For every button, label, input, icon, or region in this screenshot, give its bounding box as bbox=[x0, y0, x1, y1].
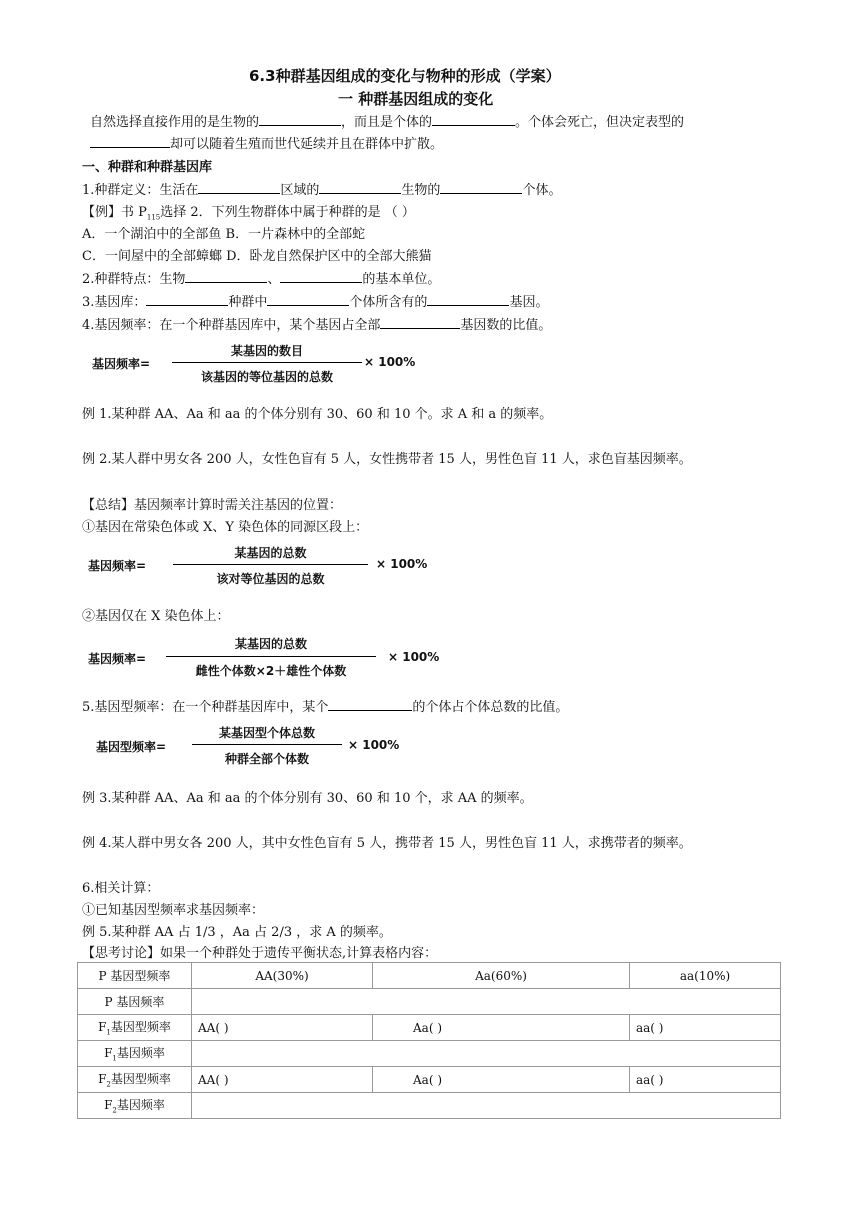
question-2 bbox=[82, 268, 440, 287]
table-cell[interactable] bbox=[192, 1041, 781, 1067]
table-row bbox=[78, 1015, 781, 1041]
ex-page-sub: 115 bbox=[146, 213, 161, 222]
header-text: F bbox=[104, 1098, 113, 1113]
table-cell: AA(30%) bbox=[192, 963, 373, 989]
blank bbox=[198, 182, 280, 194]
page-subtitle: 一 种群基因组成的变化 bbox=[338, 90, 494, 108]
question-5 bbox=[82, 696, 568, 715]
blank bbox=[380, 317, 460, 329]
q5-text-b: 的个体占个体总数的比值。 bbox=[412, 700, 569, 715]
q1-text-c: 生物的 bbox=[401, 183, 441, 198]
fraction-bar bbox=[172, 362, 362, 363]
question-1 bbox=[82, 179, 561, 198]
formula-numerator: 某基因型个体总数 bbox=[218, 726, 315, 740]
q4-text-b: 基因数的比值。 bbox=[460, 318, 552, 333]
table-cell: aa(10%) bbox=[630, 963, 781, 989]
fraction-bar bbox=[166, 656, 376, 657]
example-5: 例 5.某种群 AA 占 1/3 ，Aa 占 2/3 ，求 A 的频率。 bbox=[82, 925, 392, 940]
header-sub: 2 bbox=[106, 1080, 111, 1089]
example-2: 例 2.某人群中男女各 200 人，女性色盲有 5 人，女性携带者 15 人，男性色盲 11 人，求色盲基因频率。 bbox=[82, 452, 692, 467]
blank bbox=[427, 294, 509, 306]
header-text: F bbox=[104, 1046, 113, 1061]
option-cd: C．一间屋中的全部蟑螂 D．卧龙自然保护区中的全部大熊猫 bbox=[82, 249, 432, 264]
q1-text-a: 1.种群定义：生活在 bbox=[82, 183, 199, 198]
option-ab: A．一个湖泊中的全部鱼 B．一片森林中的全部蛇 bbox=[82, 227, 366, 242]
example-1: 例 1.某种群 AA、Aa 和 aa 的个体分别有 30、60 和 10 个。求 A 和 a 的频率。 bbox=[82, 407, 553, 422]
table-row bbox=[78, 1093, 781, 1119]
q3-text-a: 3.基因库： bbox=[82, 295, 147, 310]
question-4 bbox=[82, 314, 551, 333]
table-cell[interactable]: aa( ) bbox=[630, 1067, 781, 1093]
formula-label: 基因频率= bbox=[88, 559, 147, 573]
q3-text-c: 个体所含有的 bbox=[349, 295, 428, 310]
formula-x-linked bbox=[88, 633, 458, 683]
blank bbox=[319, 182, 401, 194]
table-cell[interactable]: aa( ) bbox=[630, 1015, 781, 1041]
formula-multiplier: × 100% bbox=[348, 738, 400, 752]
row-header: P 基因型频率 bbox=[78, 963, 192, 989]
table-cell[interactable] bbox=[192, 1093, 781, 1119]
intro-line-1 bbox=[90, 111, 684, 130]
formula-denominator: 该对等位基因的总数 bbox=[216, 572, 325, 586]
summary-case-2: ②基因仅在 X 染色体上： bbox=[82, 609, 230, 624]
formula-denominator: 种群全部个体数 bbox=[224, 752, 309, 766]
row-header: P 基因频率 bbox=[78, 989, 192, 1015]
intro-text-a: 自然选择直接作用的是生物的 bbox=[90, 115, 260, 130]
header-text: 基因频率 bbox=[116, 1046, 165, 1061]
blank bbox=[185, 271, 267, 283]
intro-text-c: 。个体会死亡，但决定表型的 bbox=[515, 115, 685, 130]
q2-text-b: 、 bbox=[267, 272, 281, 287]
header-text: F bbox=[98, 1020, 107, 1035]
formula-denominator: 雌性个体数×2＋雄性个体数 bbox=[195, 664, 347, 678]
blank bbox=[267, 294, 349, 306]
blank bbox=[440, 182, 522, 194]
summary-case-1: ①基因在常染色体或 X、Y 染色体的同源区段上： bbox=[82, 520, 369, 535]
formula-multiplier: × 100% bbox=[376, 557, 428, 571]
formula-denominator: 该基因的等位基因的总数 bbox=[200, 370, 333, 384]
header-sub: 2 bbox=[112, 1106, 117, 1115]
frequency-table bbox=[77, 962, 781, 1119]
example-intro bbox=[82, 201, 415, 222]
row-header bbox=[78, 1093, 192, 1119]
formula-numerator: 某基因的总数 bbox=[234, 637, 307, 651]
table-row bbox=[78, 963, 781, 989]
q5-text-a: 5.基因型频率：在一个种群基因库中，某个 bbox=[82, 700, 329, 715]
formula-multiplier: × 100% bbox=[364, 355, 416, 369]
formula-multiplier: × 100% bbox=[388, 650, 440, 664]
header-text: F bbox=[98, 1072, 107, 1087]
blank bbox=[280, 271, 362, 283]
blank bbox=[432, 114, 515, 126]
q4-text-a: 4.基因频率：在一个种群基因库中，某个基因占全部 bbox=[82, 318, 381, 333]
fraction-bar bbox=[192, 744, 342, 745]
blank bbox=[259, 114, 341, 126]
header-text: 基因型频率 bbox=[110, 1020, 171, 1035]
table-cell[interactable]: AA( ) bbox=[192, 1015, 373, 1041]
q1-text-b: 区域的 bbox=[280, 183, 320, 198]
row-header bbox=[78, 1067, 192, 1093]
question-6: 6.相关计算： bbox=[82, 881, 160, 896]
formula-autosomal bbox=[88, 542, 438, 590]
header-text: 基因频率 bbox=[116, 1098, 165, 1113]
formula-label: 基因频率= bbox=[88, 652, 147, 666]
formula-label: 基因频率= bbox=[92, 357, 151, 371]
page-title: 6.3种群基因组成的变化与物种的形成（学案） bbox=[249, 67, 561, 85]
row-header bbox=[78, 1015, 192, 1041]
intro-text-b: ，而且是个体的 bbox=[341, 115, 433, 130]
q2-text-a: 2.种群特点：生物 bbox=[82, 272, 186, 287]
summary: 【总结】基因频率计算时需关注基因的位置： bbox=[82, 498, 343, 513]
discussion: 【思考讨论】如果一个种群处于遗传平衡状态,计算表格内容： bbox=[82, 946, 438, 961]
table-cell[interactable]: Aa( ) bbox=[373, 1067, 630, 1093]
table-row bbox=[78, 1041, 781, 1067]
fraction-bar bbox=[173, 564, 368, 565]
intro-text-d: 却可以随着生殖而世代延续并且在群体中扩散。 bbox=[170, 137, 444, 152]
formula-genotype-frequency bbox=[96, 722, 426, 770]
blank bbox=[146, 294, 228, 306]
blank bbox=[328, 699, 412, 711]
table-row bbox=[78, 1067, 781, 1093]
q3-text-b: 种群中 bbox=[228, 295, 268, 310]
ex-text-a: 【例】书 P bbox=[82, 205, 147, 220]
blank bbox=[90, 136, 170, 148]
table-cell[interactable] bbox=[192, 989, 781, 1015]
calc-case-1: ①已知基因型频率求基因频率： bbox=[82, 903, 265, 918]
example-3: 例 3.某种群 AA、Aa 和 aa 的个体分别有 30、60 和 10 个，求 AA 的频率。 bbox=[82, 791, 533, 806]
table-cell[interactable]: AA( ) bbox=[192, 1067, 373, 1093]
header-sub: 1 bbox=[112, 1054, 117, 1063]
table-row bbox=[78, 989, 781, 1015]
section-heading: 一、种群和种群基因库 bbox=[82, 160, 213, 175]
formula-numerator: 某基因的总数 bbox=[234, 546, 307, 560]
ex-text-b: 选择 2．下列生物群体中属于种群的是 （ ） bbox=[160, 205, 415, 220]
header-sub: 1 bbox=[106, 1028, 111, 1037]
question-3 bbox=[82, 291, 548, 310]
example-4: 例 4.某人群中男女各 200 人，其中女性色盲有 5 人，携带者 15 人，男性色盲 11 人，求携带者的频率。 bbox=[82, 836, 692, 851]
table-cell[interactable]: Aa( ) bbox=[373, 1015, 630, 1041]
row-header bbox=[78, 1041, 192, 1067]
formula-label: 基因型频率= bbox=[96, 740, 167, 754]
table-cell: Aa(60%) bbox=[373, 963, 630, 989]
q2-text-c: 的基本单位。 bbox=[362, 272, 441, 287]
header-text: 基因型频率 bbox=[110, 1072, 171, 1087]
intro-line-2 bbox=[90, 133, 443, 152]
formula-gene-frequency bbox=[92, 340, 422, 388]
q1-text-d: 个体。 bbox=[522, 183, 562, 198]
formula-numerator: 某基因的数目 bbox=[230, 344, 303, 358]
q3-text-d: 基因。 bbox=[509, 295, 549, 310]
